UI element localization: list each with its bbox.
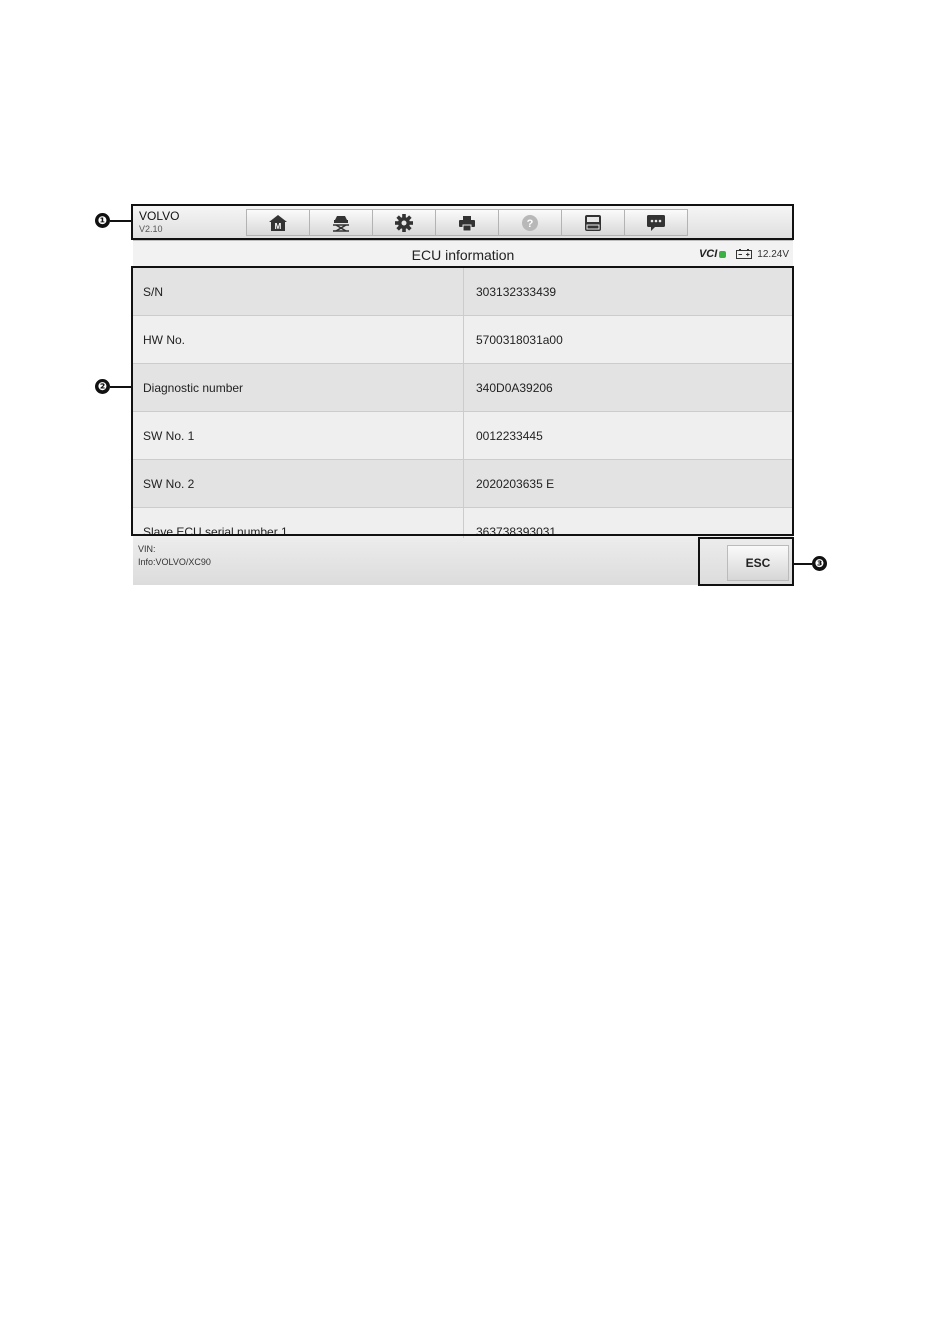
- row-label: S/N: [133, 268, 464, 315]
- row-value: 363738393031: [476, 524, 557, 538]
- callout-line-2: [110, 386, 131, 388]
- callout-box-esc: [698, 537, 794, 586]
- row-value: 5700318031a00: [476, 332, 563, 347]
- row-label: SW No. 2: [133, 460, 464, 507]
- callout-number-1: ❶: [95, 213, 110, 228]
- vehicle-info: [138, 543, 211, 568]
- callout-number-2: ❷: [95, 379, 110, 394]
- row-value: 340D0A39206: [476, 380, 553, 395]
- row-label: Slave ECU serial number 1: [133, 508, 464, 538]
- callout-box-toolbar: [131, 204, 794, 240]
- callout-line-3: [794, 563, 812, 565]
- row-label: Diagnostic number: [133, 364, 464, 411]
- row-value: 303132333439: [476, 284, 557, 299]
- bottom-bar: [133, 538, 793, 585]
- battery-icon: [736, 249, 752, 259]
- vci-connection-icon: [719, 251, 726, 258]
- software-version: V2.10: [139, 224, 163, 234]
- battery-voltage: 12.24V: [757, 248, 789, 260]
- row-label: HW No.: [133, 316, 464, 363]
- svg-text:M: M: [274, 221, 282, 231]
- callout-line-1: [110, 220, 131, 222]
- status-area: [699, 248, 789, 260]
- row-label: SW No. 1: [133, 412, 464, 459]
- esc-button[interactable]: ESC: [727, 545, 789, 581]
- row-value: 2020203635 E: [476, 476, 555, 491]
- vin-label: VIN:: [138, 544, 156, 554]
- callout-box-table: [131, 266, 794, 536]
- svg-text:?: ?: [526, 217, 534, 230]
- title-bar: [133, 241, 793, 268]
- callout-number-3: ❸: [812, 556, 827, 571]
- info-label: Info:VOLVO/XC90: [138, 556, 211, 567]
- page-title: ECU information: [411, 247, 515, 263]
- vci-label: VCI: [698, 248, 718, 260]
- brand-name: VOLVO: [139, 209, 180, 223]
- row-value: 0012233445: [476, 428, 543, 443]
